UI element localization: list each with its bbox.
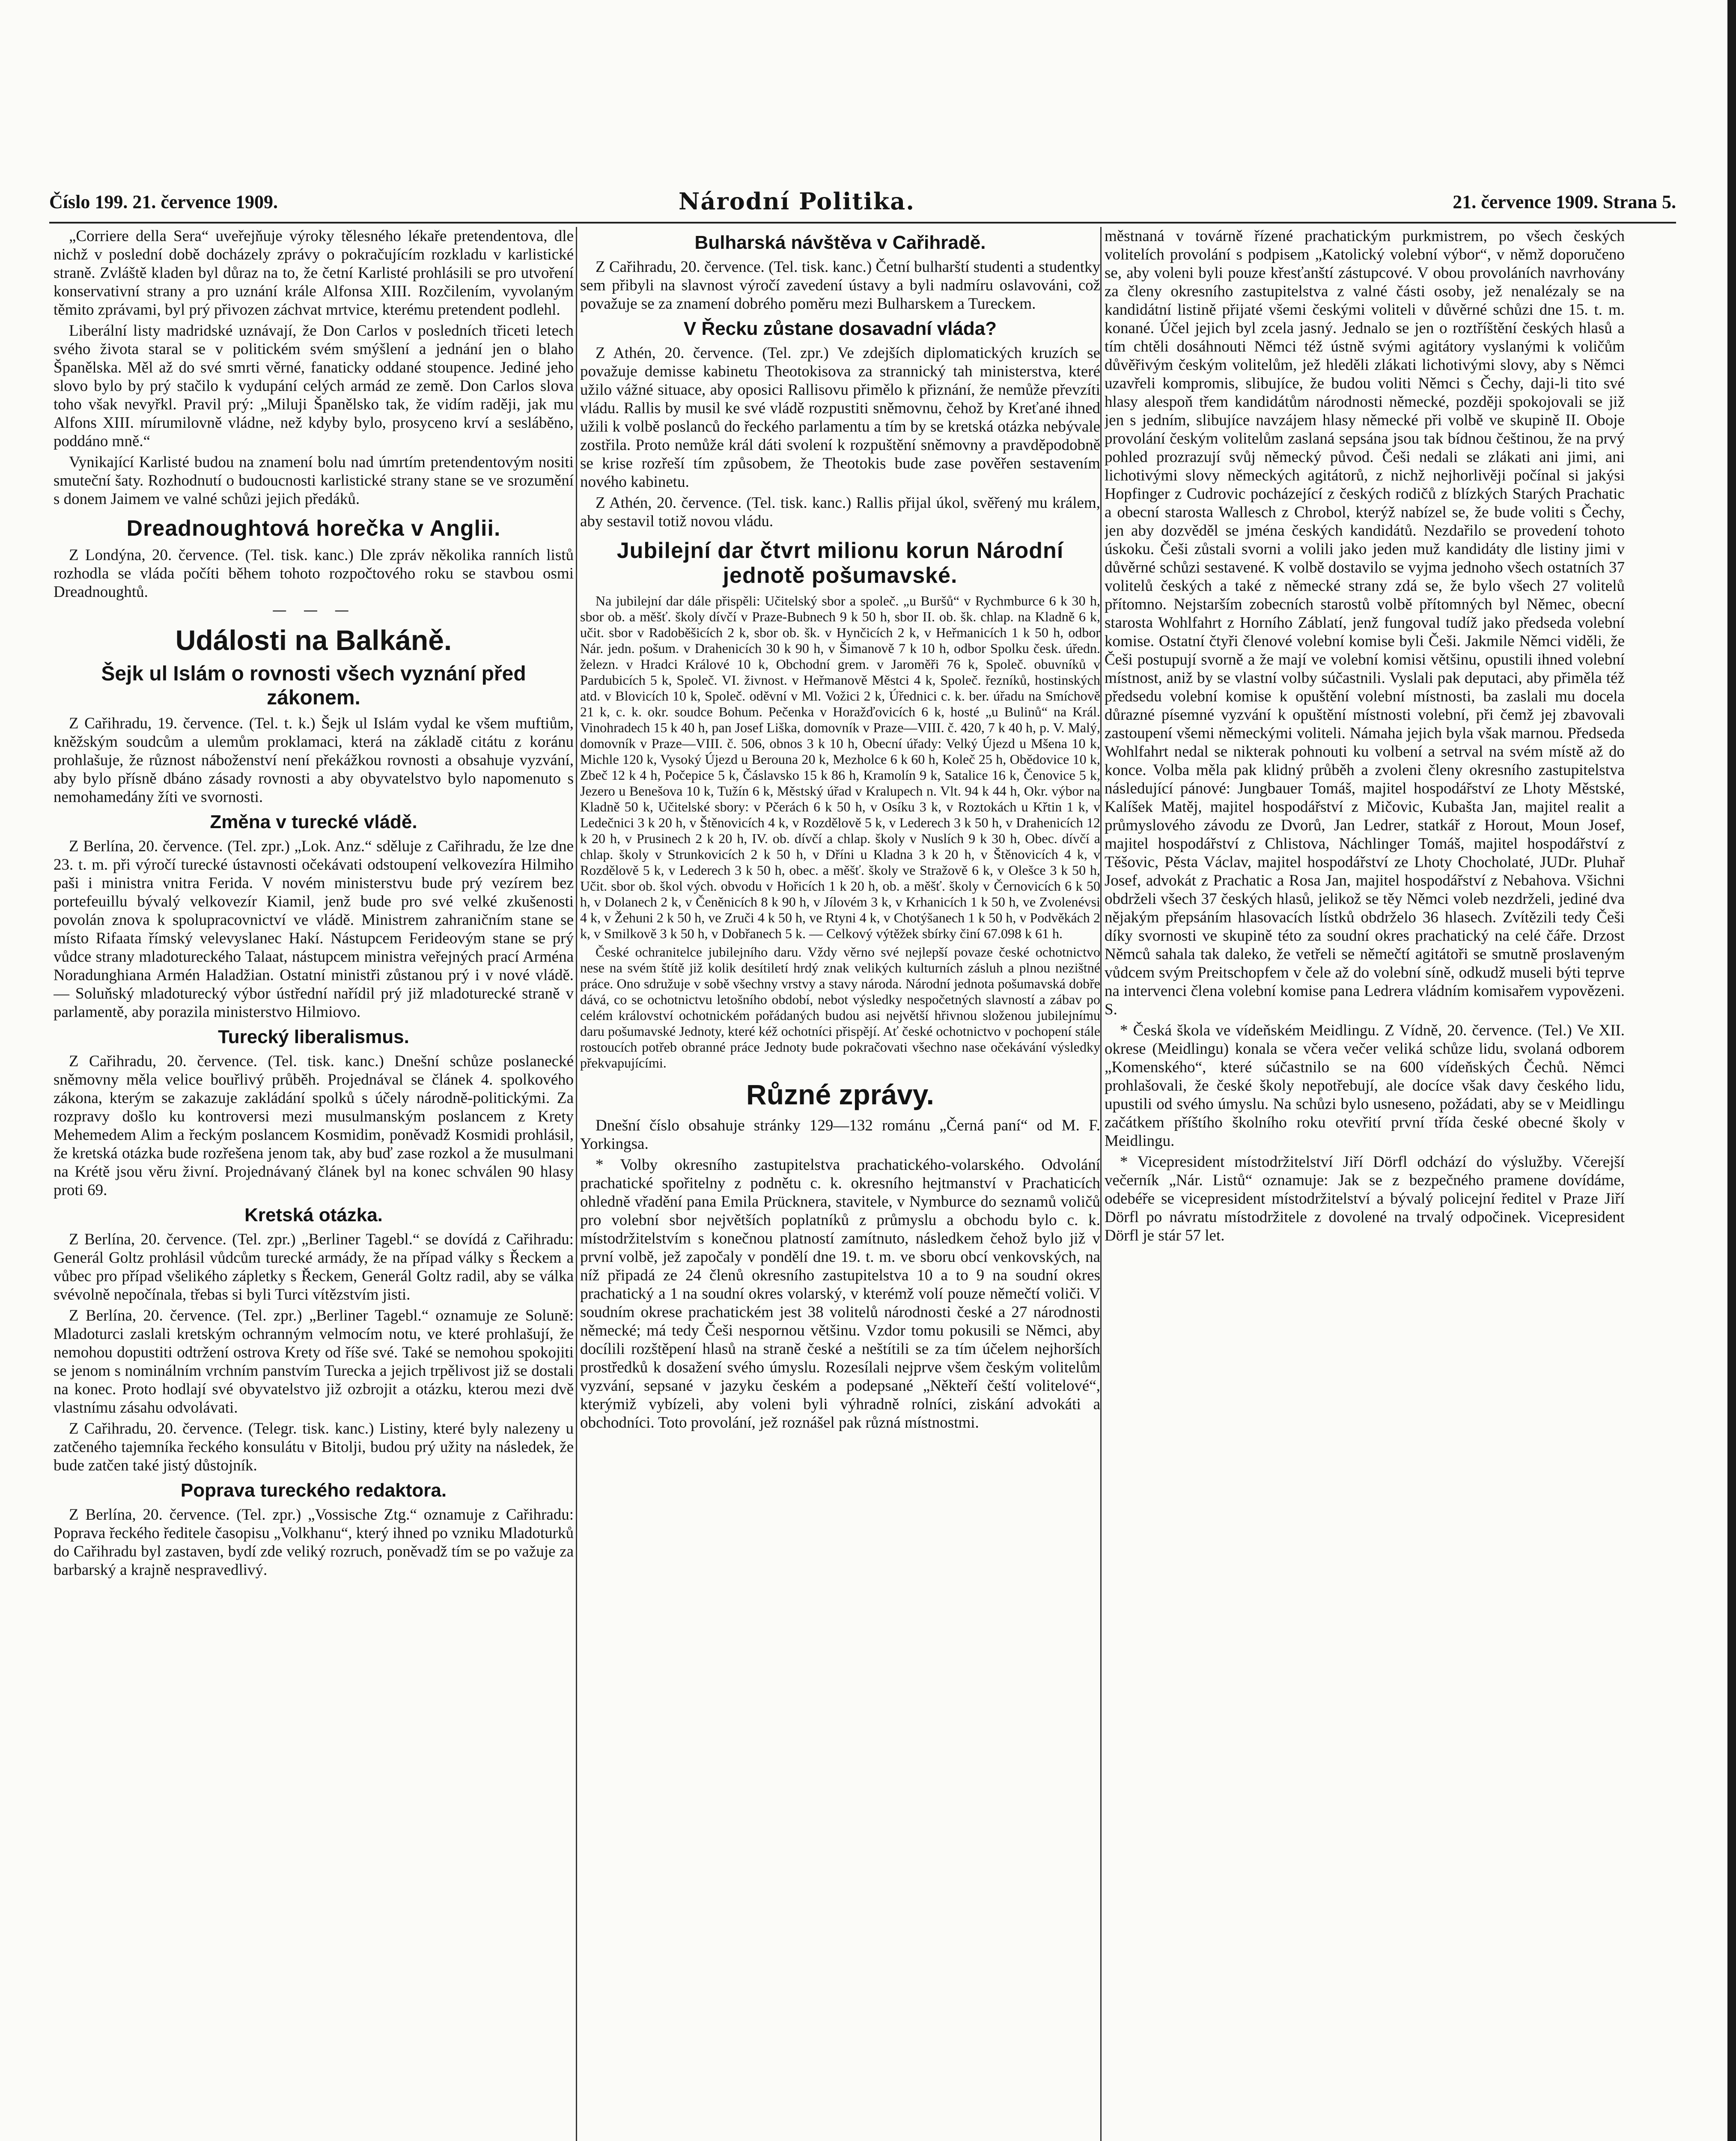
- article-paragraph: Vynikající Karlisté budou na znamení bolu nad úmrtím pretendentovým nositi smuteční šaty. Rozhodnutí o budoucnosti karlistické strany stane se ve srozumění s donem Jaimem ve valné schůzi jejich předáků.: [54, 453, 574, 508]
- article-paragraph: „Corriere della Sera“ uveřejňuje výroky tělesného lékaře pretendentova, dle nichž v poslední době docházely zprávy o pokračujícím rozkladu v karlistické straně. Zvláště kladen byl důraz na to, že četní Karlisté prohlásili se pro utvoření konservativní strany a pro uznání krále Alfonsa XIII. Rozčilením, vyvolaným těmito zprávami, byl prý přivozen záchvat mrtvice, kterému pretendent podlehl.: [54, 227, 574, 319]
- column-divider: [1100, 227, 1102, 2141]
- article-paragraph: Z Athén, 20. července. (Tel. zpr.) Ve zdejších diplomatických kruzích se považuje demisse kabinetu Theotokisova za strannický tah ministerstva, které užilo vážné situace, aby oposici Rallisovu přimělo k přiznání, že nemůže převzíti vládu. Rallis by musil ke své vládě rozpustiti sněmovnu, čehož by Kreťané ihned užili k volbě poslanců do řeckého parlamentu a tím by se kretská otázka nebývale zostřila. Proto nemůže král dáti svolení k rozpuštění sněmovny a pravděpodobně se krise rozřeší tím způsobem, že Theotokis bude zase pověřen sestavením nového kabinetu.: [580, 344, 1100, 491]
- column-2: [580, 227, 1100, 2141]
- article-paragraph: Z Berlína, 20. července. (Tel. zpr.) „Lok. Anz.“ sděluje z Cařihradu, že lze dne 23. t. m. při výročí turecké ústavnosti očekávati odstoupení velkovezíra Hilmiho paši i ministra vnitra Ferida. V novém ministerstvu bude prý vezírem bez portefeuillu bývalý velkovezír Kiamil, jenž bude pro své velké zkušenosti povolán znova k spolupracovnictví ve vládě. Ministrem zahraničním stane se místo Rifaata římský velevyslanec Hakí. Nástupcem Ferideovým stane se prý vůdce strany mladotureckého Talaat, nástupcem ministra veřejných prací Arména Noradunghiana Armén Haladžian. Ostatní ministři zůstanou prý i v nové vládě. — Soluňský mladoturecký výbor ústřední nařídil prý již mladoturecké straně v parlamentě, aby porazila ministerstvo Hilmiovo.: [54, 838, 574, 1021]
- article-heading: Poprava tureckého redaktora.: [180, 1480, 447, 1501]
- article-paragraph: * Česká škola ve vídeňském Meidlingu. Z Vídně, 20. července. (Tel.) Ve XII. okrese (Meidlingu) konala se včera večer veliká schůze lidu, svolaná odborem „Komenského“, které súčastnilo se na 600 vídeňských Čechů. Němci prohlašovali, že české školy nepotřebují, ale docíce však davy českého lidu, upustili od svého úmyslu. Na schůzi bylo usneseno, požádati, aby se v Meidlingu začátkem příštího školního roku otevřití první třída české obecné školy v Meidlingu.: [1105, 1022, 1625, 1150]
- column-divider: [576, 227, 577, 2141]
- article-paragraph: Z Berlína, 20. července. (Tel. zpr.) „Berliner Tagebl.“ se dovídá z Cařihradu: Generál Goltz prohlásil vůdcům turecké armády, že na případ války s Řeckem a vůbec pro případ všelikého zápletky s Řeckem, Generál Goltz radil, aby se válka svévolně nepočínala, třebas si byli Turci vítězstvím jisti.: [54, 1231, 574, 1303]
- article-heading: Jubilejní dar čtvrt milionu korun Národní jednotě pošumavské.: [616, 538, 1064, 588]
- article-heading: Turecký liberalismus.: [218, 1026, 409, 1047]
- column-3: [1105, 227, 1625, 2141]
- article-paragraph: Z Athén, 20. července. (Tel. tisk. kanc.) Rallis přijal úkol, svěřený mu králem, aby sestavil totiž novou vládu.: [580, 494, 1100, 530]
- masthead-title: Národní Politika.: [679, 188, 915, 215]
- article-paragraph: Z Cařihradu, 20. července. (Telegr. tisk. kanc.) Listiny, které byly nalezeny u zatčeného tajemníka řeckého konsulátu v Bitolji, budou prý užity na následek, že bude zatčen také jistý důstojník.: [54, 1420, 574, 1474]
- article-paragraph: Z Londýna, 20. července. (Tel. tisk. kanc.) Dle zpráv několika ranních listů rozhodla se vláda počíti během tohoto rozpočtového roku se stavbou osmi Dreadnoughtů.: [54, 546, 574, 601]
- article-paragraph: Z Cařihradu, 20. července. (Tel. tisk. kanc.) Dnešní schůze poslanecké sněmovny měla velice bouřlivý průběh. Projednával se článek 4. spolkového zákona, kterým se zakazuje zakládání spolků s účely národně-politickými. Za rozpravy došlo ku kontroversi mezi musulmanským poslancem z Krety Mehemedem Alim a řeckým poslancem Kosmidim, poněvadž Kosmidi prohlásil, že kretská otázka bude rozřešena jenom tak, aby buď zase rozkol a že musulmani na Krétě jsou věru živní. Projednávaný článek byl na konec schválen 90 hlasy proti 69.: [54, 1053, 574, 1199]
- article-paragraph: České ochranitelce jubilejního daru. Vždy věrno své nejlepší povaze české ochotnictvo nese na svém štítě již kolik desítiletí hrdý znak velikých kulturních zásluh a plnou nezištné práce. Ono sdružuje v sobě všechny vrstvy a stavy národa. Národní jednota pošumavská dobře dává, co se ochotnictvu letošního období, nebot výsledky nespočetných slavností a zábav po celém království ochotnickém pořádaných budou asi největší hřivnou složenou jubilejnímu daru pošumavské Jednoty, které kéž ochotníci přispějí. Ať české ochotnictvo v pochopení stále rostoucích potřeb obranné práce Jednoty bude pokračovati všechno nase očekávání výsledky překvapujícími.: [580, 944, 1100, 1070]
- header-rule: [49, 222, 1676, 224]
- date-page-number: 21. července 1909. Strana 5.: [1453, 191, 1676, 212]
- section-separator: — — —: [272, 602, 355, 619]
- page-header: [49, 187, 1676, 221]
- article-heading: Šejk ul Islám o rovnosti všech vyznání před zákonem.: [101, 662, 526, 709]
- column-1: [54, 227, 574, 2141]
- article-paragraph: Dnešní číslo obsahuje stránky 129—132 románu „Černá paní“ od M. F. Yorkingsa.: [580, 1117, 1100, 1153]
- article-paragraph: * Vicepresident místodržitelství Jiří Dörfl odchází do výslužby. Včerejší večerník „Nár. Listů“ oznamuje: Jak se z bezpečného pramene dovídáme, odebéře se vicepresident místodržitelství a bývalý policejní ředitel v Praze Jiří Dörfl po návratu místodržitele z dovolené na trvalý odpočinek. Vicepresident Dörfl je stár 57 let.: [1105, 1153, 1625, 1244]
- article-paragraph: Liberální listy madridské uznávají, že Don Carlos v posledních třiceti letech svého života staral se v politickém svém smýšlení a jednání jen o blaho Španělska. Měl až do své smrti věrné, fanaticky oddané stoupence. Jediné jeho slovo bylo by prý stačilo k vydupání celých armád ze země. Don Carlos slova toho však nevyřkl. Pravil prý: „Miluji Španělsko tak, že vidím raději, jak mu Alfons XIII. mírumilovně vládne, než kdyby bylo, prosyceno krví a sesláběno, poddáno mně.“: [54, 322, 574, 450]
- article-paragraph: městnaná v továrně řízené prachatickým purkmistrem, po všech českých volitelích provolání s podpisem „Katolický volební výbor“, v němž doporučeno se, aby voleni byli pouze křesťanští zástupcové. V obou provoláních navrhovány za členy okresního zastupitelstva z valné části osoby, jež nenalézaly se na kandidátní listině přijaté všemi českými voliteli v důvěrné schůzi dne 15. t. m. konané. Účel jejich byl zcela jasný. Jednalo se jen o roztříštění českých hlasů a tím chtěli dosáhnouti Němci též ústně svými agitátory vyslanými k voličům důvěřivým českým volitelům, jež hleděli zlákati lichotivými slovy, aby s Němci uzavřeli kompromis, slibujíce, že budou voliti Němci s Čechy, daji-li tito své hlasy alespoň třem kandidátům národnosti německé, později spokojovali se již jen s jedním, slibujíce navzájem hlasy německé při volbě ve skupině II. Oboje provolání českým volitelům zaslaná sepsána jsou tak bídnou češtinou, že na prvý pohled prozrazují svůj německý původ. Češi nedali se zlákati ani jimi, ani lichotivými slovy německých agitátorů, z nichž nejhorlivěji počínal si jakýsi Hopfinger z Cudrovic pocházející z českých rodičů z blízkých Starých Prachatic a obecní starosta Wallesch z Chrobol, kterýž nabízel se, že bude voliti s Čechy, jen aby dozvěděl se jména českých kandidátů. Nezdařilo se provedení tohoto úskoku. Češi zůstali svorni a volili jako jeden muž kandidáty dle listiny jimi v důvěrné schůzi sestavené. K volbě dostavilo se vyjma jednoho všech ostatních 37 volitelů českých a také z německé strany zdá se, že bylo všech 27 volitelů přítomno. Nejstarším zobecních starostů volbě přítomných byl Němec, obecní starosta Wohlfahrt z Horního Záblatí, jenž fungoval tudíž jako předseda volební komise. Ostatní čtyři členové volební komise byli Češi. Jakmile Němci viděli, že Češi postupují svorně a že mají ve volební komisi většinu, opustili ihned volební místnost, aniž by se vlastní volby súčastnili. Vyslali pak deputaci, aby přiměla též předsedu volební komise k opuštění volební místnosti, ba zaslali mu docela důrazné písemné vyzvání k opuštění místnosti volební, při čemž jej zbavovali zastoupení všemi německými voliteli. Námaha jejich byla však marnou. Předseda Wohlfahrt nedal se nikterak pohnouti ku volbení a setrval na svém místě až do konce. Volba měla pak klidný průběh a zvoleni členy okresního zastupitelstva následující pánové: Jungbauer Tomáš, majitel hospodářství ze Lhoty Městské, Kalíšek Matěj, majitel hospodářství z Mičovic, Kubašta Jan, majitel realit a průmyslového závodu ze Dvorů, Jan Ledrer, statkář z Horout, Moun Josef, majitel hospodářství z Chlistova, Náchlinger Tomáš, majitel hospodářství z Těšovic, Pěsta Václav, majitel hospodářství ze Lhoty Chocholaté, JUDr. Pluhař Josef, advokát z Prachatic a Rosa Jan, majitel hospodářství z Nebahova. Všichni obdrželi všech 37 českých hlasů, jelikož se těy Němci voleb nezdrželi, jediné dva nějakým přepsáním hlasovacích lístků obdrželo 36 hlasech. Zvítězili tedy Češi díky svornosti ve skupině této za soudní okres prachatický na celé čáře. Drzost Němců sahala tak daleko, že vetřeli se němečtí agitátoři se smutně proslaveným vůdcem svým Preitschopfem v čele až do volební síně, odkudž museli býti teprve na intervenci člena volební komise pana Ledrera vládním komisařem vypovězeni. S.: [1105, 227, 1625, 1018]
- article-paragraph: Z Cařihradu, 20. července. (Tel. tisk. kanc.) Četní bulharští studenti a studentky sem přibyli na slavnost výročí zavedení ústavy a byli nadmíru oslavováni, což považuje se za znamení dobrého poměru mezi Bulharskem a Tureckem.: [580, 258, 1100, 313]
- article-heading: Dreadnoughtová horečka v Anglii.: [126, 516, 501, 541]
- page-edge: [1727, 0, 1736, 2141]
- section-heading: Různé zprávy.: [746, 1079, 934, 1110]
- article-paragraph: Z Berlína, 20. července. (Tel. zpr.) „Berliner Tagebl.“ oznamuje ze Soluně: Mladoturci zaslali kretským ochranným velmocím notu, ve které prohlašují, že nemohou dopustiti odtržení ostrova Krety od říše své. Také se nemohou spokojiti se jenom s nominálním vrchním panstvím Turecka a jejich trpělivost již se dostali na konec. Proto hodlají své obyvatelstvo již ozbrojit a otázku, kterou mezi dvě vlastnímu zásahu odvolávati.: [54, 1307, 574, 1416]
- article-paragraph: Z Cařihradu, 19. července. (Tel. t. k.) Šejk ul Islám vydal ke všem muftiům, kněžským soudcům a ulemům proklamaci, která na základě citátu z koránu prohlašuje, že různost náboženství není překážkou rovnosti a obsahuje vyzvání, aby bylo přísně dbáno zásady rovnosti a aby obyvatelstvo bylo napomenuto s nemohamedány žíti ve svornosti.: [54, 715, 574, 806]
- article-heading: Bulharská návštěva v Cařihradě.: [694, 232, 986, 253]
- section-heading: Události na Balkáně.: [175, 624, 452, 656]
- article-paragraph: Na jubilejní dar dále přispěli: Učitelský sbor a společ. „u Buršů“ v Rychmburce 6 k 30 h, sbor ob. a měšť. školy dívčí v Praze-Bubnech 9 k 50 h, sbor II. ob. šk. chlap. na Kladně 6 k, učit. sbor v Radoběšicích 2 k, sbor ob. šk. v Hynčicích 2 k, v Heřmanicích 1 k 50 h, odbor Nár. jedn. pošum. v Drahenicích 30 k 90 h, v Šimanově 7 k 10 h, odbor Spolku česk. úředn. železn. v Hradci Králové 10 k, Obchodní grem. v Jaroměři 76 k, Společ. obuvníků v Pardubicích 5 k, Společ. VI. živnost. v Heřmanově Městci 4 k, Společ. řezníků, hostinských atd. v Blovicích 10 k, Společ. oděvní v Ml. Vožici 2 k, Úřednici c. k. ber. úřadu na Smíchově 21 k, c. k. okr. soudce Bohum. Pečenka v Horažďovicích 6 k, hosté „u Bulinů“ na Král. Vinohradech 15 k 40 h, pan Josef Liška, domovník v Praze—VIII. č. 420, 7 k 40 h, p. V. Malý, domovník v Praze—VIII. č. 506, obnos 3 k 10 h, Obecní úřady: Velký Újezd u Mšena 10 k, Michle 120 k, Vysoký Újezd u Berouna 20 k, Mezholce 6 k 60 h, Koleč 25 h, Obědovice 10 k, Zbeč 12 k 4 h, Počepice 5 k, Čáslavsko 15 k 86 h, Kramolín 9 k, Satalice 16 k, Čenovice 5 k, Jezero u Benešova 10 k, Tužín 6 k, Městský úřad v Kralupech n. Vlt. 94 k 44 h, Okr. výbor na Kladně 50 k, Učitelské sbory: v Pčerách 6 k 50 h, v Osíku 3 k, v Roztokách u Křtin 1 k, v Ledečnici 3 k 20 h, v Štěnovicích 4 k, v Rozdělově 5 k, v Lederech 3 k 50 h, v Drahenicích 12 k 20 h, v Prusinech 2 k 20 h, IV. ob. dívčí a chlap. školy v Nuslích 9 k 30 h, Obec. dívčí a chlap. školy v Strunkovicích 2 k 50 h, v Dříni u Kladna 3 k 20 h, v Štěnovicích 4 k, v Rozdělově 5 k, v Lederech 3 k 50 h, obec. a měšť. školy ve Stražově 6 k, v Olešce 3 k 50 h, Učit. sbor ob. škol vých. obvodu v Hořicích 1 k 20 h, ob. a měšť. školy v Černovicích 6 k 50 h, v Dolanech 2 k, v Čeněnicích 8 k 90 h, v Jílovém 3 k, v Krhanicích 1 k 50 h, ve Zvolenévsi 4 k, v Žehuni 2 k 50 h, ve Zruči 4 k 50 h, ve Rtyni 4 k, v Chotýšanech 1 k 50 h, v Podvěkách 2 k, v Smilkově 3 k 50 h, v Dobřanech 5 k. — Celkový výtěžek sbírky činí 67.098 k 61 h.: [580, 593, 1100, 941]
- article-heading: Kretská otázka.: [244, 1205, 383, 1226]
- article-paragraph: Z Berlína, 20. července. (Tel. zpr.) „Vossische Ztg.“ oznamuje z Cařihradu: Poprava řeckého ředitele časopisu „Volkhanu“, který ihned po vzniku Mladoturků do Cařihradu byl zastaven, bydí zde veliký rozruch, poněvadž tím se po važuje za barbarský a krajně nespravedlivý.: [54, 1506, 574, 1579]
- issue-number: Číslo 199. 21. července 1909.: [49, 191, 278, 212]
- article-heading: V Řecku zůstane dosavadní vláda?: [683, 318, 997, 339]
- article-heading: Změna v turecké vládě.: [210, 811, 417, 832]
- article-paragraph: * Volby okresního zastupitelstva prachatického-volarského. Odvolání prachatické spořitelny z podnětu c. k. okresního hejtmanství v Prachaticích ohledně vřadění pana Emila Prücknera, stavitele, v Nymburce do seznamů voličů pro volební sbor největších poplatníků z průmyslu a obchodu bylo c. k. místodržitelstvím s konečnou platností zamítnuto, následkem čehož bylo již v první volbě, jež započaly v pondělí dne 19. t. m. ve sboru obcí venkovských, na níž připadá ze 24 členů okresního zastupitelstva 10 a to 9 na soudní okres prachatický a 1 na soudní okres volarský, v kterémž volí pouze němečtí voliči. V soudním okrese prachatickém jest 38 volitelů národnosti české a 27 národnosti německé; má tedy Češi nespornou většinu. Vzdor tomu pokusili se Němci, aby docílili rozštěpení hlasů na straně české a neštítili se za tím účelem nejhorších prostředků k dosažení svého úmyslu. Rozesílali nejprve všem českým volitelům vyzvání, sepsané v jazyku českém a podepsané „Někteří čeští volitelové“, kterýmiž vybízeli, aby voleni byli výhradně rolníci, ziskání advokáti a obchodníci. Toto provolání, jež roznášel pak různá místnostmi.: [580, 1156, 1100, 1431]
